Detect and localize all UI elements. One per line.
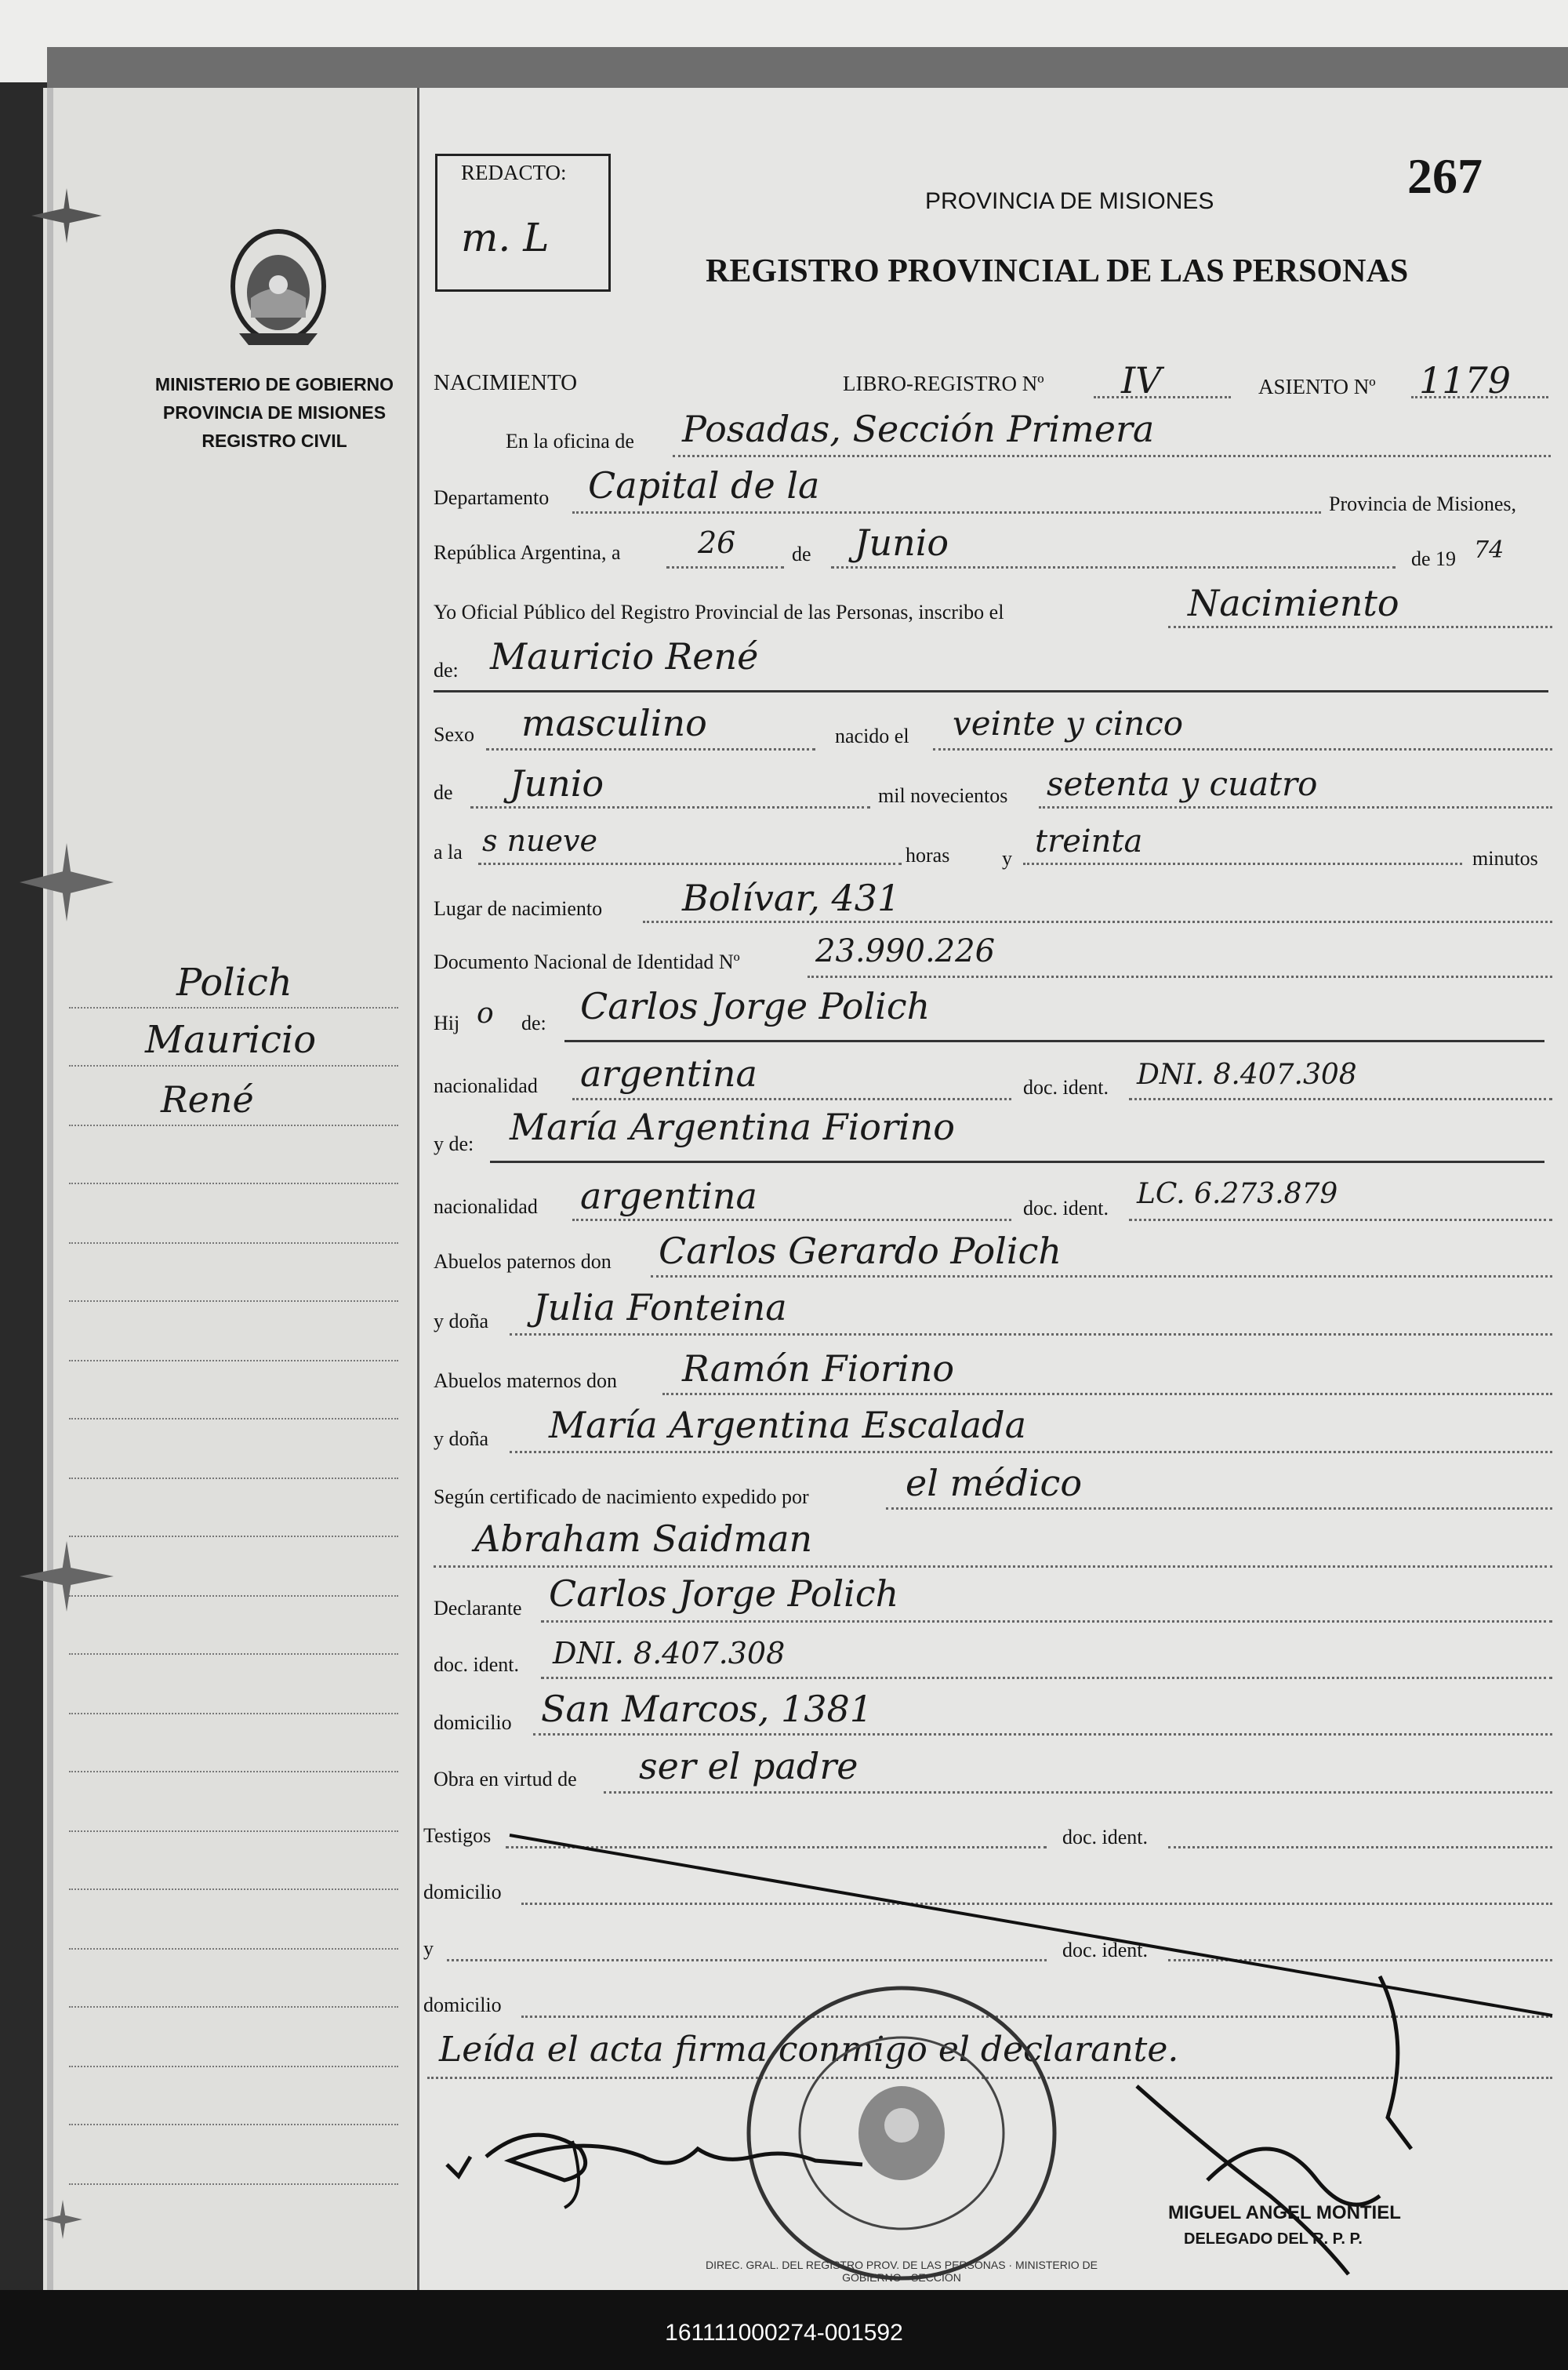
horas-value: s nueve (482, 823, 597, 858)
anio-label: de 19 (1411, 547, 1457, 570)
signatory-title: DELEGADO DEL R. P. P. (1184, 2230, 1363, 2248)
dia-line (666, 566, 784, 569)
domicilio-label: domicilio (423, 1994, 502, 2016)
oficial-value: Nacimiento (1188, 582, 1399, 624)
hijo-suffix: o (477, 998, 494, 1030)
y-label: y (1002, 847, 1012, 870)
provincia-suffix: Provincia de Misiones, (1329, 493, 1517, 515)
margin-line (69, 1769, 398, 1772)
minutos-line (1023, 863, 1462, 865)
margin-line (69, 1711, 398, 1714)
oficina-value: Posadas, Sección Primera (682, 408, 1155, 450)
certificado-value: el médico (906, 1462, 1083, 1504)
minutos-label: minutos (1472, 847, 1538, 870)
nac-padre-line (572, 1098, 1011, 1100)
nacionalidad-label: nacionalidad (434, 1195, 538, 1218)
margin-line (69, 1476, 398, 1479)
minutos-value: treinta (1035, 823, 1143, 860)
binding-staple-icon (16, 839, 118, 925)
abuelo-paterno-line (651, 1275, 1552, 1278)
padre-value: Carlos Jorge Polich (580, 985, 931, 1027)
obra-value: ser el padre (639, 1745, 858, 1787)
record-type: NACIMIENTO (434, 370, 578, 395)
lugar-value: Bolívar, 431 (682, 877, 901, 919)
asiento-label: ASIENTO Nº (1258, 375, 1376, 398)
doc-madre-line (1129, 1219, 1552, 1221)
libro-label: LIBRO-REGISTRO Nº (843, 372, 1044, 395)
stamp-text: DIREC. GRAL. DEL REGISTRO PROV. DE LAS PERSONAS · MINISTERIO DE GOBIERNO · SECCIÓN (706, 2259, 1098, 2284)
margin-line (69, 1887, 398, 1890)
doc-ident-label: doc. ident. (1062, 1939, 1149, 1961)
declarante-value: Carlos Jorge Polich (549, 1572, 899, 1615)
book-binding (47, 47, 1568, 88)
margin-line (69, 1594, 398, 1597)
libro-line (1094, 396, 1231, 398)
dni-label: Documento Nacional de Identidad Nº (434, 951, 740, 973)
doc-ident-label: doc. ident. (1023, 1076, 1109, 1099)
y-de-label: y de: (434, 1132, 474, 1155)
nacido-mes-value: Junio (510, 762, 604, 805)
padre-rule (564, 1040, 1544, 1042)
abuelo-materno-line (662, 1393, 1552, 1395)
a-la-label: a la (434, 841, 463, 863)
declarante-label: Declarante (434, 1597, 522, 1619)
oficial-text: Yo Oficial Público del Registro Provincial de las Personas, inscribo el (434, 601, 1004, 623)
margin-line (69, 2005, 398, 2008)
document-id: 161111000274-001592 (665, 2320, 903, 2346)
doc-madre-value: LC. 6.273.879 (1137, 1178, 1338, 1210)
libro-value: IV (1121, 359, 1162, 402)
binding-staple-icon (16, 1537, 118, 1616)
margin-line (69, 1829, 398, 1832)
declarant-signature (439, 2102, 878, 2212)
abuelo-paterno-value: Carlos Gerardo Polich (659, 1230, 1062, 1272)
nombre-value: Mauricio René (490, 635, 759, 678)
medico-line (434, 1565, 1552, 1568)
mes-line (831, 566, 1396, 569)
departamento-value: Capital de la (588, 464, 820, 507)
margin-note-surname: Polich (176, 961, 292, 1005)
margin-note-middle: René (161, 1078, 254, 1121)
certificado-line (886, 1507, 1552, 1510)
closing-text: Leída el acta firma conmigo el declarante. (439, 2030, 1179, 2070)
republica-label: República Argentina, a (434, 541, 621, 564)
margin-line (69, 1358, 398, 1361)
margin-line (69, 1416, 398, 1419)
horas-label: horas (906, 844, 950, 867)
mil-line (1039, 806, 1552, 809)
dia-value: 26 (698, 525, 736, 560)
ministry-line: REGISTRO CIVIL (201, 431, 347, 451)
nacido-label: nacido el (835, 725, 909, 747)
medico-value: Abraham Saidman (474, 1518, 813, 1560)
oficial-line (1168, 626, 1552, 628)
page-number: 267 (1407, 148, 1483, 204)
nacionalidad-label: nacionalidad (434, 1074, 538, 1097)
margin-line (69, 1123, 398, 1126)
margin-line (69, 1652, 398, 1655)
abuela-materna-value: María Argentina Escalada (549, 1404, 1027, 1446)
oficina-line (673, 455, 1551, 457)
testigos-label: Testigos (423, 1824, 492, 1847)
signatory-name: MIGUEL ANGEL MONTIEL (1168, 2202, 1401, 2223)
redacto-box (435, 154, 611, 292)
certificado-label: Según certificado de nacimiento expedido por (434, 1485, 809, 1508)
departamento-line (572, 511, 1321, 514)
doc-decl-line (541, 1677, 1552, 1679)
registry-title: REGISTRO PROVINCIAL DE LAS PERSONAS (706, 253, 1409, 289)
margin-divider (417, 88, 419, 2290)
horas-line (478, 863, 902, 865)
doc-decl-value: DNI. 8.407.308 (553, 1636, 786, 1670)
obra-line (604, 1791, 1552, 1794)
provincial-seal-icon (216, 224, 341, 349)
nacido-line (933, 748, 1552, 751)
nac-padre-value: argentina (580, 1052, 757, 1095)
province-heading: PROVINCIA DE MISIONES (925, 188, 1214, 214)
margin-line (69, 1063, 398, 1067)
doc-ident-label: doc. ident. (1062, 1826, 1149, 1848)
mil-value: setenta y cuatro (1047, 765, 1318, 803)
departamento-label: Departamento (434, 486, 550, 509)
de-label: de (792, 543, 811, 565)
anio-value: 74 (1474, 536, 1504, 564)
abuelos-paternos-label: Abuelos paternos don (434, 1250, 612, 1273)
doc-padre-value: DNI. 8.407.308 (1137, 1059, 1357, 1091)
margin-line (69, 1534, 398, 1537)
margin-line (69, 1181, 398, 1184)
y-dona-label: y doña (434, 1427, 489, 1450)
sexo-line (486, 748, 815, 751)
abuela-paterna-line (510, 1333, 1552, 1336)
hijo-de-label: de: (521, 1012, 546, 1034)
margin-line (69, 1947, 398, 1950)
binding-staple-icon (39, 2196, 86, 2243)
oficina-label: En la oficina de (506, 430, 634, 453)
madre-rule (490, 1161, 1544, 1163)
nacido-value: veinte y cinco (953, 704, 1184, 743)
margin-line (69, 2182, 398, 2185)
margin-line (69, 2122, 398, 2125)
binding-staple-icon (24, 180, 110, 251)
asiento-value: 1179 (1419, 359, 1512, 402)
doc-ident-label: doc. ident. (1023, 1197, 1109, 1220)
margin-note-name: Mauricio (145, 1018, 317, 1062)
dni-value: 23.990.226 (815, 933, 996, 969)
abuela-materna-line (510, 1451, 1552, 1453)
madre-value: María Argentina Fiorino (510, 1106, 955, 1148)
mil-label: mil novecientos (878, 784, 1008, 807)
domicilio-label: domicilio (434, 1711, 512, 1734)
nacido-mes-line (470, 806, 870, 809)
doc-padre-line (1129, 1098, 1552, 1100)
margin-line (69, 1299, 398, 1302)
ministry-block (141, 370, 408, 455)
abuelos-maternos-label: Abuelos maternos don (434, 1369, 617, 1392)
declarante-line (541, 1620, 1552, 1623)
nac-madre-line (572, 1219, 1011, 1221)
domicilio-line (533, 1733, 1552, 1736)
ministry-line: MINISTERIO DE GOBIERNO (154, 374, 394, 394)
abuelo-materno-value: Ramón Fiorino (682, 1347, 955, 1390)
dni-line (808, 976, 1552, 978)
domicilio-value: San Marcos, 1381 (541, 1688, 873, 1730)
lugar-label: Lugar de nacimiento (434, 897, 603, 920)
nombre-label: de: (434, 659, 459, 682)
nombre-rule (434, 690, 1548, 692)
margin-line (69, 2064, 398, 2067)
domicilio-label: domicilio (423, 1881, 502, 1903)
nac-madre-value: argentina (580, 1175, 757, 1217)
abuela-paterna-value: Julia Fonteina (533, 1286, 787, 1329)
mes-value: Junio (855, 522, 949, 564)
redacto-label: REDACTO: (461, 161, 567, 184)
lugar-line (643, 921, 1552, 923)
margin-line (69, 1005, 398, 1009)
obra-label: Obra en virtud de (434, 1768, 577, 1790)
redacto-initials: m. L (461, 215, 550, 260)
y-label: y (423, 1937, 434, 1960)
doc-ident-label: doc. ident. (434, 1653, 520, 1676)
y-dona-label: y doña (434, 1310, 489, 1332)
sexo-value: masculino (521, 702, 707, 744)
de-mes-label: de (434, 781, 453, 804)
book-spine (47, 88, 53, 2290)
ministry-line: PROVINCIA DE MISIONES (162, 402, 387, 423)
margin-line (69, 1241, 398, 1244)
hijo-label: Hij (434, 1012, 460, 1034)
sexo-label: Sexo (434, 723, 474, 746)
